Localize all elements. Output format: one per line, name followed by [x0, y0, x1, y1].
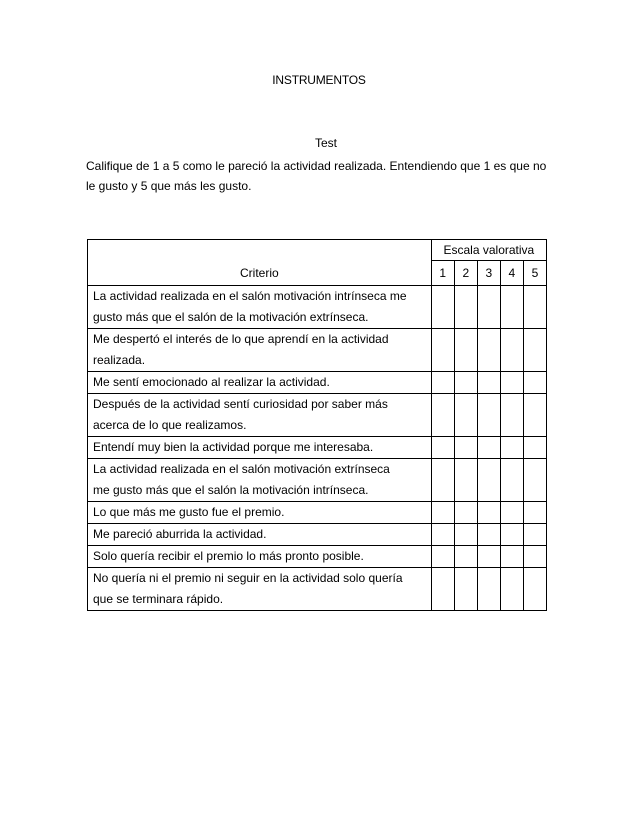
criterion-cell: [88, 329, 432, 372]
score-cell-1[interactable]: [431, 437, 454, 459]
score-cell-5[interactable]: [523, 546, 546, 568]
score-cell-3[interactable]: [477, 524, 500, 546]
criterion-cell: [88, 459, 432, 502]
criterion-header-cell: [88, 240, 432, 286]
score-cell-2[interactable]: [454, 372, 477, 394]
score-cell-1[interactable]: [431, 372, 454, 394]
criterion-cell: [88, 502, 432, 524]
table-row: [88, 459, 547, 502]
score-cell-1[interactable]: [431, 394, 454, 437]
scale-value-2: 2: [454, 261, 477, 286]
score-cell-1[interactable]: [431, 524, 454, 546]
criterion-header: Criterio: [240, 266, 279, 280]
criterion-text-line: Solo quería recibir el premio lo más pronto posible.: [93, 549, 364, 563]
table-row: [88, 568, 547, 611]
score-cell-2[interactable]: [454, 524, 477, 546]
score-cell-5[interactable]: [523, 437, 546, 459]
score-cell-2[interactable]: [454, 329, 477, 372]
score-cell-5[interactable]: [523, 502, 546, 524]
table-row: [88, 286, 547, 329]
score-cell-4[interactable]: [500, 372, 523, 394]
criterion-text-line: gusto más que el salón de la motivación extrínseca.: [93, 310, 369, 324]
score-cell-4[interactable]: [500, 568, 523, 611]
score-cell-5[interactable]: [523, 394, 546, 437]
score-cell-4[interactable]: [500, 437, 523, 459]
score-cell-3[interactable]: [477, 286, 500, 329]
table-row: [88, 372, 547, 394]
table-row: [88, 524, 547, 546]
criterion-cell: [88, 286, 432, 329]
criterion-text-line: Lo que más me gusto fue el premio.: [93, 505, 285, 519]
table-row: [88, 546, 547, 568]
criterion-text-line: me gusto más que el salón la motivación intrínseca.: [93, 483, 369, 497]
criterion-text-line: realizada.: [93, 353, 146, 367]
score-cell-5[interactable]: [523, 372, 546, 394]
score-cell-1[interactable]: [431, 459, 454, 502]
criterion-text-line: La actividad realizada en el salón motivación extrínseca: [93, 462, 390, 476]
table-header-row-1: [88, 240, 547, 261]
score-cell-4[interactable]: [500, 329, 523, 372]
score-cell-5[interactable]: [523, 568, 546, 611]
criterion-text-line: No quería ni el premio ni seguir en la actividad solo quería: [93, 571, 403, 585]
score-cell-3[interactable]: [477, 372, 500, 394]
table-row: [88, 502, 547, 524]
score-cell-4[interactable]: [500, 394, 523, 437]
score-cell-3[interactable]: [477, 329, 500, 372]
score-cell-2[interactable]: [454, 394, 477, 437]
score-cell-4[interactable]: [500, 286, 523, 329]
score-cell-5[interactable]: [523, 329, 546, 372]
criterion-text-line: Después de la actividad sentí curiosidad por saber más: [93, 397, 388, 411]
score-cell-3[interactable]: [477, 394, 500, 437]
score-cell-4[interactable]: [500, 502, 523, 524]
score-cell-5[interactable]: [523, 286, 546, 329]
score-cell-3[interactable]: [477, 502, 500, 524]
criterion-cell: [88, 546, 432, 568]
score-cell-1[interactable]: [431, 568, 454, 611]
rating-table: [87, 239, 547, 611]
scale-header: Escala valorativa: [431, 240, 546, 261]
criterion-text-line: que se terminara rápido.: [93, 592, 224, 606]
score-cell-2[interactable]: [454, 286, 477, 329]
criterion-text-line: La actividad realizada en el salón motivación intrínseca me: [93, 289, 407, 303]
criterion-text-line: Me pareció aburrida la actividad.: [93, 527, 267, 541]
test-title: Test: [314, 136, 337, 150]
table-row: [88, 394, 547, 437]
score-cell-3[interactable]: [477, 546, 500, 568]
score-cell-2[interactable]: [454, 568, 477, 611]
score-cell-4[interactable]: [500, 524, 523, 546]
score-cell-5[interactable]: [523, 459, 546, 502]
criterion-cell: [88, 524, 432, 546]
scale-value-4: 4: [500, 261, 523, 286]
score-cell-3[interactable]: [477, 568, 500, 611]
score-cell-5[interactable]: [523, 524, 546, 546]
score-cell-2[interactable]: [454, 502, 477, 524]
score-cell-2[interactable]: [454, 437, 477, 459]
instructions-text: Califique de 1 a 5 como le pareció la actividad realizada. Entendiendo que 1 es que no le gusto y 5 que más les gusto.: [86, 159, 547, 193]
score-cell-1[interactable]: [431, 286, 454, 329]
scale-value-3: 3: [477, 261, 500, 286]
table-row: [88, 437, 547, 459]
criterion-cell: [88, 568, 432, 611]
criterion-text-line: Me sentí emocionado al realizar la actividad.: [93, 375, 330, 389]
score-cell-4[interactable]: [500, 546, 523, 568]
scale-value-5: 5: [523, 261, 546, 286]
criterion-text-line: Entendí muy bien la actividad porque me interesaba.: [93, 440, 374, 454]
score-cell-4[interactable]: [500, 459, 523, 502]
criterion-text-line: acerca de lo que realizamos.: [93, 418, 247, 432]
score-cell-2[interactable]: [454, 459, 477, 502]
score-cell-1[interactable]: [431, 329, 454, 372]
score-cell-1[interactable]: [431, 502, 454, 524]
score-cell-3[interactable]: [477, 437, 500, 459]
criterion-cell: [88, 372, 432, 394]
table-row: [88, 329, 547, 372]
criterion-cell: [88, 437, 432, 459]
score-cell-2[interactable]: [454, 546, 477, 568]
scale-value-1: 1: [431, 261, 454, 286]
table-body: [88, 286, 547, 611]
page-title: INSTRUMENTOS: [272, 73, 366, 87]
score-cell-1[interactable]: [431, 546, 454, 568]
criterion-cell: [88, 394, 432, 437]
criterion-text-line: Me despertó el interés de lo que aprendí en la actividad: [93, 332, 389, 346]
score-cell-3[interactable]: [477, 459, 500, 502]
